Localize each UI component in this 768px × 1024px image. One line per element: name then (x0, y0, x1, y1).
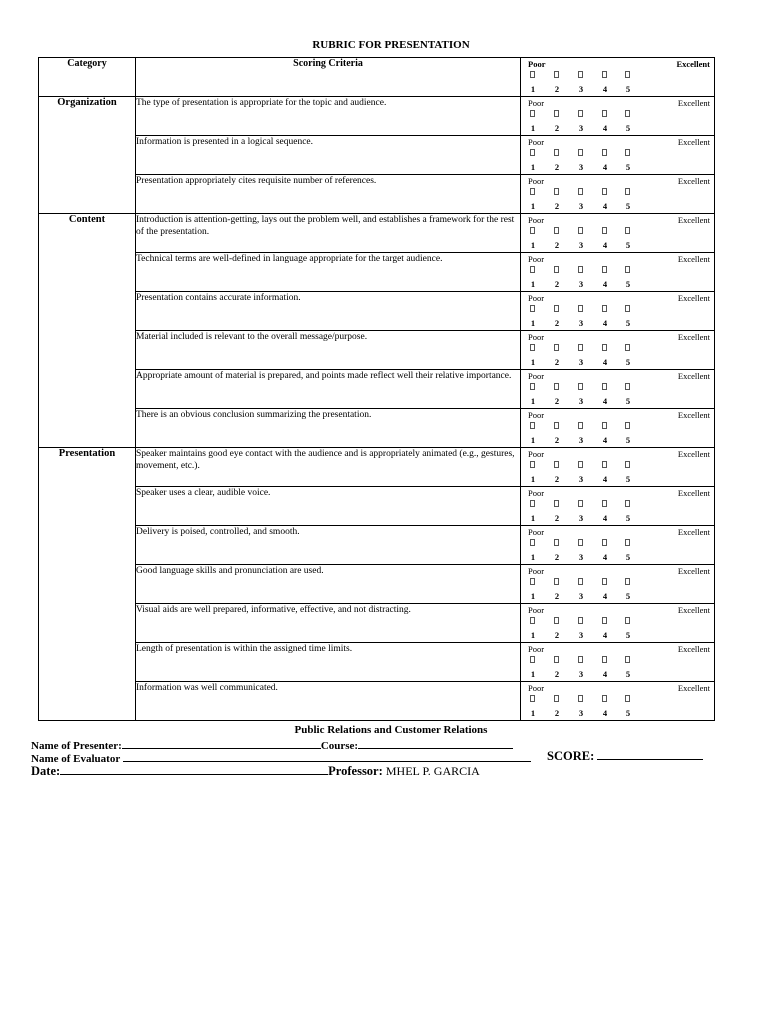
rating-checkbox-1[interactable] (530, 188, 535, 195)
rating-number-3: 3 (578, 591, 584, 601)
rating-number-1: 1 (530, 201, 536, 211)
rating-scale-cell (521, 292, 715, 331)
criterion-text: Technical terms are well-defined in language appropriate for the target audience. (136, 253, 521, 292)
criterion-text: Delivery is poised, controlled, and smooth. (136, 526, 521, 565)
scale-poor-label: Poor (528, 98, 545, 108)
rating-number-5: 5 (625, 162, 631, 172)
rating-checkbox-1[interactable] (530, 305, 535, 312)
criterion-row (39, 526, 715, 565)
scale-poor-label: Poor (528, 215, 545, 225)
rating-checkbox-1[interactable] (530, 500, 535, 507)
criterion-row (39, 643, 715, 682)
rating-checkbox-4[interactable] (602, 71, 607, 78)
criterion-text: Visual aids are well prepared, informative, effective, and not distracting. (136, 604, 521, 643)
rating-number-3: 3 (578, 513, 584, 523)
category-header: Category (39, 58, 136, 97)
rating-number-1: 1 (530, 240, 536, 250)
rating-scale-cell (521, 487, 715, 526)
rating-number-3: 3 (578, 162, 584, 172)
scale-excellent-label: Excellent (677, 332, 710, 342)
date-field[interactable] (60, 764, 328, 775)
rating-checkbox-5[interactable] (625, 695, 630, 702)
rating-number-4: 4 (602, 552, 608, 562)
rating-checkbox-4[interactable] (602, 617, 607, 624)
criterion-row (39, 175, 715, 214)
rating-checkbox-4[interactable] (602, 422, 607, 429)
scale-excellent-label: Excellent (677, 371, 710, 381)
scale-excellent-label: Excellent (677, 605, 710, 615)
rating-checkbox-1[interactable] (530, 422, 535, 429)
rating-checkbox-4[interactable] (602, 188, 607, 195)
rating-number-1: 1 (530, 162, 536, 172)
rating-number-2: 2 (554, 396, 560, 406)
rating-number-3: 3 (578, 669, 584, 679)
rating-checkbox-3[interactable] (578, 305, 583, 312)
rating-scale-cell (521, 175, 715, 214)
evaluator-field[interactable] (123, 751, 531, 762)
rating-number-2: 2 (554, 474, 560, 484)
rating-number-2: 2 (554, 162, 560, 172)
rating-checkbox-1[interactable] (530, 539, 535, 546)
rating-number-3: 3 (578, 552, 584, 562)
criterion-text: Presentation contains accurate information. (136, 292, 521, 331)
rating-number-1: 1 (530, 123, 536, 133)
rating-number-5: 5 (625, 708, 631, 718)
rating-scale-cell (521, 97, 715, 136)
rating-number-5: 5 (625, 630, 631, 640)
scale-excellent-label: Excellent (677, 527, 710, 537)
rating-checkbox-5[interactable] (625, 149, 630, 156)
course-subject: Public Relations and Customer Relations (294, 724, 488, 736)
criterion-text: Information is presented in a logical sequence. (136, 136, 521, 175)
scale-poor-label: Poor (528, 254, 545, 264)
rating-number-3: 3 (578, 318, 584, 328)
scale-poor-label: Poor (528, 59, 546, 69)
rating-checkbox-3[interactable] (578, 383, 583, 390)
rating-checkbox-1[interactable] (530, 344, 535, 351)
scale-excellent-label: Excellent (677, 644, 710, 654)
rating-checkbox-4[interactable] (602, 383, 607, 390)
rating-number-2: 2 (554, 201, 560, 211)
rating-number-3: 3 (578, 279, 584, 289)
criterion-text: There is an obvious conclusion summarizing the presentation. (136, 409, 521, 448)
rating-number-3: 3 (578, 84, 584, 94)
header-scale-cell (521, 58, 715, 97)
rating-number-3: 3 (578, 435, 584, 445)
rating-checkbox-1[interactable] (530, 149, 535, 156)
rating-checkbox-2[interactable] (554, 188, 559, 195)
rating-scale (521, 526, 714, 564)
scale-poor-label: Poor (528, 410, 545, 420)
rating-number-4: 4 (602, 435, 608, 445)
rating-number-2: 2 (554, 708, 560, 718)
rating-checkbox-5[interactable] (625, 305, 630, 312)
criterion-text: Length of presentation is within the assigned time limits. (136, 643, 521, 682)
rating-checkbox-5[interactable] (625, 227, 630, 234)
scale-poor-label: Poor (528, 332, 545, 342)
criterion-row (39, 487, 715, 526)
rating-number-1: 1 (530, 552, 536, 562)
rating-checkbox-5[interactable] (625, 500, 630, 507)
evaluator-line (31, 751, 531, 765)
rating-checkbox-4[interactable] (602, 149, 607, 156)
rating-checkbox-1[interactable] (530, 578, 535, 585)
rating-scale-cell (521, 136, 715, 175)
rating-scale (521, 643, 714, 681)
rating-scale (521, 331, 714, 369)
rating-checkbox-4[interactable] (602, 344, 607, 351)
scale-excellent-label: Excellent (677, 410, 710, 420)
rating-scale (521, 409, 714, 447)
rating-scale-cell (521, 604, 715, 643)
rating-number-4: 4 (602, 396, 608, 406)
criterion-row (39, 214, 715, 253)
scale-excellent-label: Excellent (677, 683, 710, 693)
course-field[interactable] (358, 738, 513, 749)
scale-poor-label: Poor (528, 449, 545, 459)
rating-checkbox-3[interactable] (578, 422, 583, 429)
rating-number-2: 2 (554, 318, 560, 328)
rating-number-4: 4 (602, 591, 608, 601)
rating-checkbox-5[interactable] (625, 422, 630, 429)
rating-number-5: 5 (625, 669, 631, 679)
rating-number-3: 3 (578, 240, 584, 250)
rating-scale (521, 370, 714, 408)
rating-checkbox-1[interactable] (530, 227, 535, 234)
rating-number-4: 4 (602, 669, 608, 679)
rating-number-4: 4 (602, 474, 608, 484)
rating-checkbox-2[interactable] (554, 578, 559, 585)
rating-scale (521, 97, 714, 135)
criterion-text: Material included is relevant to the overall message/purpose. (136, 331, 521, 370)
rating-checkbox-2[interactable] (554, 422, 559, 429)
score-line (547, 749, 703, 764)
rating-number-5: 5 (625, 123, 631, 133)
rating-number-1: 1 (530, 396, 536, 406)
rating-number-5: 5 (625, 474, 631, 484)
rating-checkbox-2[interactable] (554, 383, 559, 390)
rating-scale-cell (521, 370, 715, 409)
rating-checkbox-4[interactable] (602, 656, 607, 663)
rating-number-1: 1 (530, 630, 536, 640)
rating-scale (521, 682, 714, 720)
scale-poor-label: Poor (528, 527, 545, 537)
scale-excellent-label: Excellent (677, 215, 710, 225)
rating-checkbox-1[interactable] (530, 656, 535, 663)
rating-number-4: 4 (602, 357, 608, 367)
criterion-text: Appropriate amount of material is prepared, and points made reflect well their relative importance. (136, 370, 521, 409)
rating-checkbox-5[interactable] (625, 656, 630, 663)
scale-excellent-label: Excellent (677, 566, 710, 576)
criterion-text: Speaker maintains good eye contact with the audience and is appropriately animated (e.g., gestures, movement, etc.). (136, 448, 521, 487)
scale-poor-label: Poor (528, 176, 545, 186)
criterion-text: Information was well communicated. (136, 682, 521, 721)
rating-scale-cell (521, 682, 715, 721)
scale-excellent-label: Excellent (676, 59, 710, 69)
rating-checkbox-3[interactable] (578, 266, 583, 273)
criterion-row (39, 292, 715, 331)
score-label: SCORE: (547, 749, 595, 763)
rating-number-2: 2 (554, 669, 560, 679)
rating-checkbox-2[interactable] (554, 266, 559, 273)
criterion-row (39, 370, 715, 409)
rating-checkbox-3[interactable] (578, 188, 583, 195)
criterion-row (39, 409, 715, 448)
professor-label: Professor: (328, 764, 383, 778)
rating-checkbox-4[interactable] (602, 578, 607, 585)
rating-number-3: 3 (578, 474, 584, 484)
rating-scale (521, 253, 714, 291)
rating-number-4: 4 (602, 162, 608, 172)
rating-scale (521, 448, 714, 486)
rating-checkbox-1[interactable] (530, 383, 535, 390)
rating-checkbox-3[interactable] (578, 227, 583, 234)
rating-scale (521, 604, 714, 642)
document-title: RUBRIC FOR PRESENTATION (312, 39, 470, 51)
rating-checkbox-4[interactable] (602, 305, 607, 312)
rating-scale (521, 565, 714, 603)
rating-checkbox-5[interactable] (625, 578, 630, 585)
scale-excellent-label: Excellent (677, 98, 710, 108)
rating-number-4: 4 (602, 279, 608, 289)
rating-number-2: 2 (554, 435, 560, 445)
criterion-row (39, 331, 715, 370)
scale-poor-label: Poor (528, 371, 545, 381)
rating-number-1: 1 (530, 669, 536, 679)
header-row (39, 58, 715, 97)
scale-excellent-label: Excellent (677, 293, 710, 303)
rating-checkbox-5[interactable] (625, 461, 630, 468)
category-presentation: Presentation (39, 448, 136, 721)
rating-number-4: 4 (602, 201, 608, 211)
rating-number-5: 5 (625, 513, 631, 523)
scale-poor-label: Poor (528, 644, 545, 654)
rating-checkbox-3[interactable] (578, 344, 583, 351)
rating-number-1: 1 (530, 357, 536, 367)
rating-checkbox-1[interactable] (530, 617, 535, 624)
rating-checkbox-5[interactable] (625, 344, 630, 351)
scale-poor-label: Poor (528, 566, 545, 576)
rating-scale-cell (521, 643, 715, 682)
rating-checkbox-2[interactable] (554, 461, 559, 468)
scale-poor-label: Poor (528, 605, 545, 615)
rating-number-1: 1 (530, 591, 536, 601)
professor-name: MHEL P. GARCIA (385, 764, 480, 778)
rating-checkbox-2[interactable] (554, 539, 559, 546)
scale-excellent-label: Excellent (677, 176, 710, 186)
rating-number-3: 3 (578, 630, 584, 640)
scale-excellent-label: Excellent (677, 137, 710, 147)
rating-checkbox-2[interactable] (554, 149, 559, 156)
rating-checkbox-3[interactable] (578, 617, 583, 624)
rating-scale (521, 214, 714, 252)
rating-checkbox-3[interactable] (578, 695, 583, 702)
rating-checkbox-2[interactable] (554, 305, 559, 312)
rating-checkbox-2[interactable] (554, 500, 559, 507)
rating-number-1: 1 (530, 513, 536, 523)
rating-number-3: 3 (578, 123, 584, 133)
criterion-text: Presentation appropriately cites requisite number of references. (136, 175, 521, 214)
rating-number-3: 3 (578, 396, 584, 406)
rating-scale (521, 136, 714, 174)
date-label: Date: (31, 764, 61, 778)
scale-poor-label: Poor (528, 137, 545, 147)
rating-checkbox-5[interactable] (625, 188, 630, 195)
rating-number-2: 2 (554, 240, 560, 250)
rating-scale (521, 292, 714, 330)
rating-number-1: 1 (530, 435, 536, 445)
presenter-label: Name of Presenter: (31, 740, 122, 752)
rating-checkbox-5[interactable] (625, 539, 630, 546)
rating-checkbox-3[interactable] (578, 539, 583, 546)
rating-checkbox-3[interactable] (578, 110, 583, 117)
rating-scale (521, 175, 714, 213)
rating-checkbox-5[interactable] (625, 617, 630, 624)
evaluator-label: Name of Evaluator (31, 753, 121, 765)
criterion-text: Good language skills and pronunciation are used. (136, 565, 521, 604)
rating-checkbox-1[interactable] (530, 71, 535, 78)
category-organization: Organization (39, 97, 136, 214)
rating-number-5: 5 (625, 552, 631, 562)
rating-checkbox-3[interactable] (578, 71, 583, 78)
rating-checkbox-4[interactable] (602, 227, 607, 234)
rating-checkbox-4[interactable] (602, 695, 607, 702)
rating-checkbox-4[interactable] (602, 500, 607, 507)
rating-checkbox-3[interactable] (578, 149, 583, 156)
criterion-row (39, 682, 715, 721)
scale-excellent-label: Excellent (677, 449, 710, 459)
rating-number-5: 5 (625, 435, 631, 445)
criterion-row (39, 136, 715, 175)
scale-poor-label: Poor (528, 293, 545, 303)
criterion-row (39, 565, 715, 604)
rating-number-5: 5 (625, 396, 631, 406)
rating-number-5: 5 (625, 357, 631, 367)
rating-scale-cell (521, 331, 715, 370)
rating-number-1: 1 (530, 279, 536, 289)
rating-checkbox-1[interactable] (530, 461, 535, 468)
rating-number-5: 5 (625, 318, 631, 328)
rating-number-4: 4 (602, 708, 608, 718)
rating-number-2: 2 (554, 513, 560, 523)
category-content: Content (39, 214, 136, 448)
scale-poor-label: Poor (528, 683, 545, 693)
rating-number-1: 1 (530, 84, 536, 94)
rating-checkbox-2[interactable] (554, 110, 559, 117)
rubric-table (38, 57, 715, 721)
rating-number-5: 5 (625, 591, 631, 601)
criterion-text: The type of presentation is appropriate for the topic and audience. (136, 97, 521, 136)
scale-poor-label: Poor (528, 488, 545, 498)
rating-checkbox-4[interactable] (602, 266, 607, 273)
rating-number-4: 4 (602, 513, 608, 523)
scale-excellent-label: Excellent (677, 488, 710, 498)
criterion-row (39, 253, 715, 292)
rating-checkbox-2[interactable] (554, 695, 559, 702)
rating-number-3: 3 (578, 708, 584, 718)
rating-checkbox-3[interactable] (578, 461, 583, 468)
criterion-text: Introduction is attention-getting, lays out the problem well, and establishes a framework for the rest of the presentation. (136, 214, 521, 253)
rating-checkbox-2[interactable] (554, 227, 559, 234)
rating-number-4: 4 (602, 630, 608, 640)
rating-checkbox-5[interactable] (625, 110, 630, 117)
rating-scale-cell (521, 214, 715, 253)
rating-number-2: 2 (554, 357, 560, 367)
rating-checkbox-1[interactable] (530, 695, 535, 702)
rating-scale-cell (521, 253, 715, 292)
scale-excellent-label: Excellent (677, 254, 710, 264)
rating-number-5: 5 (625, 240, 631, 250)
criterion-row (39, 448, 715, 487)
rating-number-4: 4 (602, 318, 608, 328)
rating-checkbox-2[interactable] (554, 617, 559, 624)
rating-scale-cell (521, 526, 715, 565)
rating-number-2: 2 (554, 630, 560, 640)
rating-checkbox-2[interactable] (554, 71, 559, 78)
rating-checkbox-3[interactable] (578, 578, 583, 585)
rating-number-2: 2 (554, 591, 560, 601)
rating-number-1: 1 (530, 708, 536, 718)
date-line (31, 764, 480, 779)
rating-checkbox-1[interactable] (530, 110, 535, 117)
criterion-row (39, 97, 715, 136)
rating-checkbox-2[interactable] (554, 344, 559, 351)
rating-checkbox-1[interactable] (530, 266, 535, 273)
presenter-line (31, 738, 513, 752)
score-field[interactable] (597, 749, 703, 760)
rating-checkbox-4[interactable] (602, 539, 607, 546)
rating-checkbox-5[interactable] (625, 383, 630, 390)
presenter-field[interactable] (122, 738, 321, 749)
rating-number-2: 2 (554, 279, 560, 289)
rating-scale-cell (521, 448, 715, 487)
rating-number-4: 4 (602, 84, 608, 94)
rating-checkbox-5[interactable] (625, 71, 630, 78)
rating-number-4: 4 (602, 123, 608, 133)
rating-number-2: 2 (554, 552, 560, 562)
course-label: Course: (320, 740, 359, 752)
criterion-text: Speaker uses a clear, audible voice. (136, 487, 521, 526)
rating-scale (521, 487, 714, 525)
rating-checkbox-3[interactable] (578, 500, 583, 507)
rating-number-2: 2 (554, 123, 560, 133)
rating-number-2: 2 (554, 84, 560, 94)
rating-number-4: 4 (602, 240, 608, 250)
rating-checkbox-4[interactable] (602, 110, 607, 117)
rating-checkbox-5[interactable] (625, 266, 630, 273)
rating-number-5: 5 (625, 201, 631, 211)
rating-number-5: 5 (625, 84, 631, 94)
rating-scale-cell (521, 565, 715, 604)
rating-checkbox-2[interactable] (554, 656, 559, 663)
rating-checkbox-3[interactable] (578, 656, 583, 663)
rating-number-3: 3 (578, 201, 584, 211)
rating-number-1: 1 (530, 474, 536, 484)
rating-scale-cell (521, 409, 715, 448)
rating-number-1: 1 (530, 318, 536, 328)
rating-number-5: 5 (625, 279, 631, 289)
criterion-row (39, 604, 715, 643)
criteria-header: Scoring Criteria (136, 58, 521, 97)
rating-number-3: 3 (578, 357, 584, 367)
rating-checkbox-4[interactable] (602, 461, 607, 468)
